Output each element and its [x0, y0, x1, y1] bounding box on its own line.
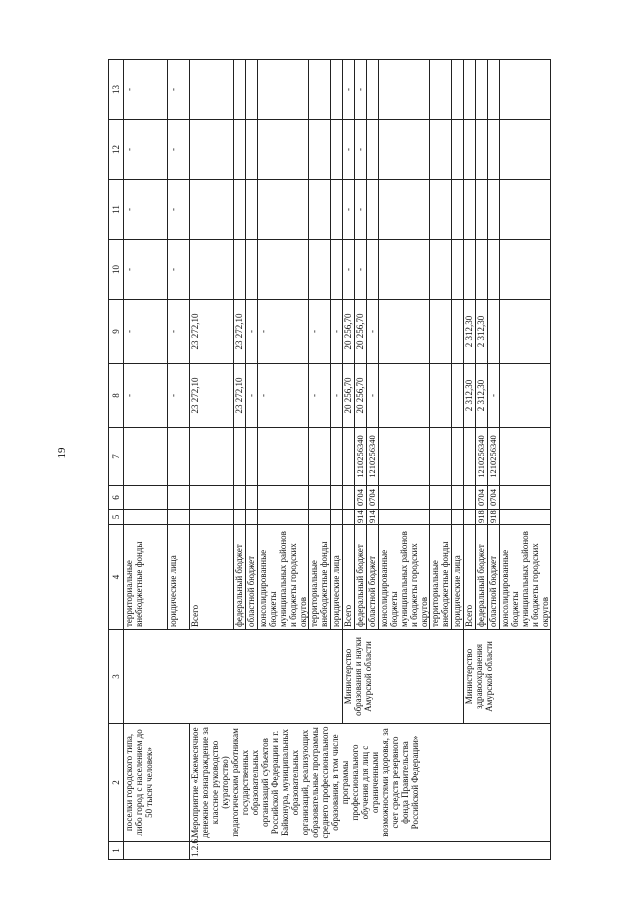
amount-cell-13: - [343, 60, 355, 120]
amount-cell-9: 20 256,70 [355, 300, 367, 364]
budget-table [108, 59, 551, 860]
grbs-code-cell [258, 510, 309, 525]
funding-source-cell: областной бюджет [367, 525, 379, 630]
page-number: 19 [56, 447, 68, 459]
target-article-cell [246, 428, 258, 486]
grbs-code-cell [168, 510, 190, 525]
target-article-cell [331, 428, 343, 486]
col-header-2: 2 [109, 724, 124, 842]
target-article-cell [258, 428, 309, 486]
amount-cell-10 [258, 240, 309, 300]
amount-cell-11 [246, 180, 258, 240]
funding-source-cell: юридические лица [168, 525, 190, 630]
amount-cell-10 [452, 240, 464, 300]
amount-cell-12 [309, 120, 331, 180]
target-article-cell [234, 428, 246, 486]
amount-cell-10 [488, 240, 500, 300]
amount-cell-9: 2 312,30 [476, 300, 488, 364]
target-article-cell [430, 428, 452, 486]
amount-cell-10 [331, 240, 343, 300]
amount-cell-10: - [355, 240, 367, 300]
amount-cell-11 [464, 180, 476, 240]
amount-cell-10 [500, 240, 551, 300]
funding-source-cell: Всего [190, 525, 234, 630]
section-code-cell [430, 486, 452, 510]
amount-cell-8: 20 256,70 [343, 364, 355, 428]
funding-source-cell: федеральный бюджет [234, 525, 246, 630]
amount-cell-13 [367, 60, 379, 120]
target-article-cell: 1210256340 [355, 428, 367, 486]
table-row [190, 60, 234, 860]
amount-cell-13 [234, 60, 246, 120]
grbs-code-cell [190, 510, 234, 525]
item-number-cell: 1.2.6. [190, 842, 551, 860]
funding-source-cell: консолидированные бюджеты муниципальных районов и бюджеты городских округов [258, 525, 309, 630]
amount-cell-12 [430, 120, 452, 180]
col-header-5: 5 [109, 510, 124, 525]
amount-cell-9: - [168, 300, 190, 364]
grbs-code-cell: 918 [488, 510, 498, 523]
col-header-8: 8 [109, 364, 124, 428]
section-code-cell: 0704 [367, 486, 379, 510]
section-code-cell [258, 486, 309, 510]
section-code-cell: 0704 [355, 486, 367, 510]
amount-cell-8: - [124, 364, 168, 428]
amount-cell-10 [246, 240, 258, 300]
amount-cell-11 [452, 180, 464, 240]
target-article-cell: 1210256340 [488, 428, 500, 486]
amount-cell-9 [500, 300, 551, 364]
funding-source-cell: Всего [464, 525, 476, 630]
amount-cell-12 [234, 120, 246, 180]
executor-cell [124, 630, 343, 724]
section-code-cell [500, 486, 551, 510]
grbs-code-cell [379, 510, 430, 525]
section-code-cell [343, 486, 355, 510]
col-header-13: 13 [109, 60, 124, 120]
amount-cell-8: - [331, 364, 343, 428]
grbs-code-cell: 918 [476, 510, 486, 523]
table-body [124, 60, 551, 860]
target-article-cell [124, 428, 168, 486]
section-code-cell [246, 486, 258, 510]
amount-cell-8: 23 272,10 [234, 364, 246, 428]
col-header-3: 3 [109, 630, 124, 724]
funding-source-cell: консолидированные бюджеты муниципальных районов и бюджеты городских округов [379, 525, 430, 630]
amount-cell-13 [379, 60, 430, 120]
section-code-cell: 0704 [476, 486, 488, 510]
target-article-cell [464, 428, 476, 486]
grbs-code-cell [500, 510, 551, 525]
amount-cell-10 [379, 240, 430, 300]
funding-source-cell: областной бюджет [488, 525, 500, 630]
amount-cell-13 [190, 60, 234, 120]
grbs-code-cell [234, 510, 246, 525]
amount-cell-9: - [246, 300, 258, 364]
amount-cell-10: - [124, 240, 168, 300]
amount-cell-13 [331, 60, 343, 120]
amount-cell-8: - [258, 364, 309, 428]
amount-cell-11: - [168, 180, 190, 240]
amount-cell-8: - [488, 364, 500, 428]
amount-cell-12 [476, 120, 488, 180]
target-article-cell: 1210256340 [476, 428, 488, 486]
amount-cell-13: - [168, 60, 190, 120]
amount-cell-11 [379, 180, 430, 240]
amount-cell-12 [190, 120, 234, 180]
funding-source-cell: Всего [343, 525, 355, 630]
amount-cell-9: - [367, 300, 379, 364]
funding-source-cell: территориальные внебюджетные фонды [309, 525, 331, 630]
funding-source-cell: федеральный бюджет [355, 525, 367, 630]
amount-cell-11 [234, 180, 246, 240]
section-code-cell [379, 486, 430, 510]
grbs-code-cell [124, 510, 168, 525]
amount-cell-12 [500, 120, 551, 180]
section-code-cell [168, 486, 190, 510]
target-article-cell [190, 428, 234, 486]
amount-cell-9: - [309, 300, 331, 364]
amount-cell-9 [430, 300, 452, 364]
amount-cell-12 [488, 120, 500, 180]
table-wrapper [108, 60, 550, 860]
amount-cell-11 [190, 180, 234, 240]
grbs-code-cell: 914 [355, 510, 365, 523]
target-article-cell [168, 428, 190, 486]
section-code-cell [190, 486, 234, 510]
item-number-cell [124, 842, 190, 860]
amount-cell-11: - [355, 180, 367, 240]
amount-cell-13 [476, 60, 488, 120]
amount-cell-8: 2 312,30 [464, 364, 476, 428]
amount-cell-12 [367, 120, 379, 180]
amount-cell-13 [258, 60, 309, 120]
amount-cell-12: - [168, 120, 190, 180]
amount-cell-8: - [246, 364, 258, 428]
amount-cell-9 [379, 300, 430, 364]
amount-cell-9: 20 256,70 [343, 300, 355, 364]
amount-cell-9 [452, 300, 464, 364]
target-article-cell [379, 428, 430, 486]
amount-cell-10: - [168, 240, 190, 300]
amount-cell-11 [258, 180, 309, 240]
target-article-cell [343, 428, 355, 486]
amount-cell-10 [476, 240, 488, 300]
amount-cell-10: - [343, 240, 355, 300]
section-code-cell [234, 486, 246, 510]
funding-source-cell: территориальные внебюджетные фонды [124, 525, 168, 630]
amount-cell-9: 23 272,10 [190, 300, 234, 364]
header-row [109, 60, 124, 860]
amount-cell-9: 2 312,30 [464, 300, 476, 364]
col-header-10: 10 [109, 240, 124, 300]
amount-cell-8 [500, 364, 551, 428]
amount-cell-8 [430, 364, 452, 428]
amount-cell-11 [488, 180, 500, 240]
grbs-code-cell [331, 510, 343, 525]
grbs-code-cell [452, 510, 464, 525]
amount-cell-13 [309, 60, 331, 120]
amount-cell-12 [246, 120, 258, 180]
amount-cell-9: - [331, 300, 343, 364]
amount-cell-10 [309, 240, 331, 300]
section-code-cell [452, 486, 464, 510]
amount-cell-12: - [343, 120, 355, 180]
amount-cell-8: 23 272,10 [190, 364, 234, 428]
amount-cell-8 [379, 364, 430, 428]
amount-cell-11: - [124, 180, 168, 240]
funding-source-cell: юридические лица [331, 525, 343, 630]
grbs-code-cell: 914 [367, 510, 377, 523]
section-code-cell [331, 486, 343, 510]
section-code-cell: 0704 [488, 486, 500, 510]
col-header-12: 12 [109, 120, 124, 180]
grbs-code-cell [464, 510, 476, 525]
amount-cell-12 [379, 120, 430, 180]
amount-cell-10 [234, 240, 246, 300]
funding-source-cell: территориальные внебюджетные фонды [430, 525, 452, 630]
amount-cell-12 [331, 120, 343, 180]
amount-cell-11 [331, 180, 343, 240]
amount-cell-10 [430, 240, 452, 300]
section-code-cell [309, 486, 331, 510]
table-row [124, 60, 168, 860]
measure-name-cell: Мероприятие «Ежемесячное денежное вознаграждение за классное руководство (кураторство) педагогическим работникам государственных образовательных организаций субъектов Российской Федерации и г. Байконура, муниципальных образовательных организаций, реализующих образовательные программы среднего профессионального образования, в том числе программы профессионального обучения для лиц с ограниченными возможностями здоровья, за счет средств резервного фонда Правительства Российской Федерации» [190, 724, 551, 842]
amount-cell-13 [430, 60, 452, 120]
amount-cell-8 [452, 364, 464, 428]
executor-cell: Министерство здравоохранения Амурской области [464, 630, 551, 724]
amount-cell-13: - [124, 60, 168, 120]
executor-cell: Министерство образования и науки Амурской области [343, 630, 464, 724]
funding-source-cell: консолидированные бюджеты муниципальных районов и бюджеты городских округов [500, 525, 551, 630]
amount-cell-9 [488, 300, 500, 364]
funding-source-cell: юридические лица [452, 525, 464, 630]
amount-cell-12: - [355, 120, 367, 180]
amount-cell-9: 23 272,10 [234, 300, 246, 364]
col-header-9: 9 [109, 300, 124, 364]
amount-cell-10 [464, 240, 476, 300]
rotated-page [108, 60, 550, 860]
amount-cell-8: 20 256,70 [355, 364, 367, 428]
target-article-cell [309, 428, 331, 486]
amount-cell-11 [430, 180, 452, 240]
amount-cell-12 [464, 120, 476, 180]
target-article-cell: 1210256340 [367, 428, 379, 486]
amount-cell-10 [367, 240, 379, 300]
col-header-1: 1 [109, 842, 124, 860]
amount-cell-12: - [124, 120, 168, 180]
amount-cell-13 [452, 60, 464, 120]
amount-cell-11 [500, 180, 551, 240]
amount-cell-10 [190, 240, 234, 300]
target-article-cell [500, 428, 551, 486]
funding-source-cell: областной бюджет [246, 525, 258, 630]
grbs-code-cell [343, 510, 355, 525]
target-article-cell [452, 428, 464, 486]
col-header-6: 6 [109, 486, 124, 510]
grbs-code-cell [246, 510, 258, 525]
section-code-cell [124, 486, 168, 510]
amount-cell-11: - [343, 180, 355, 240]
amount-cell-9: - [124, 300, 168, 364]
amount-cell-8: - [367, 364, 379, 428]
measure-name-cell: поселки городского типа, либо город с населением до 50 тысяч человек» [124, 724, 190, 842]
amount-cell-12 [258, 120, 309, 180]
amount-cell-8: - [168, 364, 190, 428]
amount-cell-8: 2 312,30 [476, 364, 488, 428]
amount-cell-13 [246, 60, 258, 120]
amount-cell-8: - [309, 364, 331, 428]
section-code-cell [464, 486, 476, 510]
amount-cell-11 [367, 180, 379, 240]
col-header-7: 7 [109, 428, 124, 486]
amount-cell-11 [476, 180, 488, 240]
amount-cell-13 [500, 60, 551, 120]
amount-cell-13: - [355, 60, 367, 120]
grbs-code-cell [309, 510, 331, 525]
amount-cell-9: - [258, 300, 309, 364]
amount-cell-11 [309, 180, 331, 240]
amount-cell-13 [488, 60, 500, 120]
amount-cell-12 [452, 120, 464, 180]
funding-source-cell: федеральный бюджет [476, 525, 488, 630]
col-header-4: 4 [109, 525, 124, 630]
grbs-code-cell [430, 510, 452, 525]
col-header-11: 11 [109, 180, 124, 240]
amount-cell-13 [464, 60, 476, 120]
